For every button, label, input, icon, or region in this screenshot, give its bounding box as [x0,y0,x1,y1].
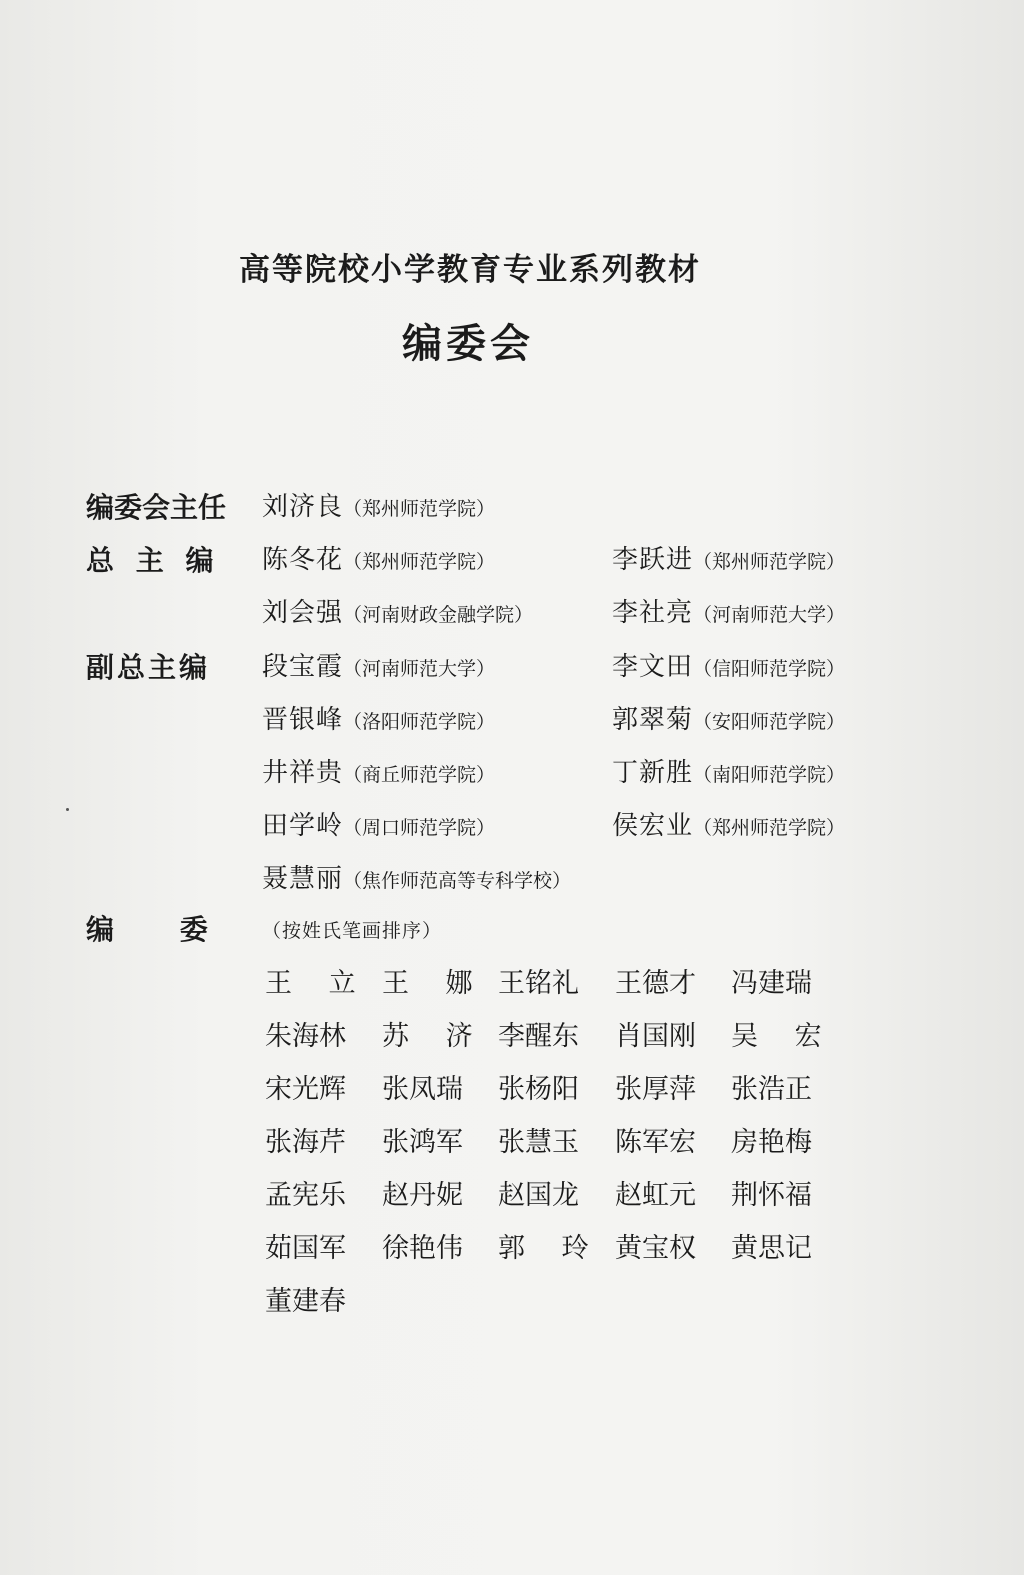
member-name: 吴 宏 [731,1021,836,1052]
role-director: 编委会主任 [86,491,227,524]
deputy-editor-entry [612,699,845,736]
deputy-editor-entry [262,858,571,895]
person-affiliation: （周口师范学院） [343,817,496,839]
member-name: 张鸿军 [382,1127,463,1158]
members-sort-note: （按姓氏笔画排序） [262,920,443,942]
person-affiliation: （河南财政金融学院） [343,604,534,626]
person-name: 井祥贵 [262,758,344,788]
member-name: 张浩正 [731,1074,812,1105]
person-affiliation: （商丘师范学院） [343,764,496,786]
person-affiliation: （郑州师范学院） [343,498,496,520]
deputy-editor-entry [612,805,845,842]
deputy-editor-entry [262,699,495,736]
chief-editor-entry [612,539,845,576]
member-name: 王德才 [615,968,696,999]
member-name: 徐艳伟 [382,1233,463,1264]
person-affiliation: （南阳师范学院） [693,764,846,786]
person-name: 李文田 [612,652,694,682]
member-name: 赵丹妮 [382,1180,463,1211]
member-name: 张凤瑞 [382,1074,463,1105]
series-title: 高等院校小学教育专业系列教材 [239,252,701,288]
person-name: 田学岭 [262,811,344,841]
member-name: 董建春 [265,1286,346,1317]
person-affiliation: （郑州师范学院） [693,551,846,573]
person-name: 李跃进 [612,545,694,575]
member-name: 房艳梅 [731,1127,812,1158]
person-name: 段宝霞 [262,652,344,682]
member-name: 孟宪乐 [265,1180,346,1211]
member-name: 荆怀福 [731,1180,812,1211]
member-name: 张杨阳 [498,1074,579,1105]
member-name: 朱海林 [265,1021,346,1052]
person-name: 聂慧丽 [262,864,344,894]
role-deputy-chief-editor: 副总主编 [86,651,211,684]
deputy-editor-entry [262,805,495,842]
member-name: 黄宝权 [615,1233,696,1264]
person-affiliation: （信阳师范学院） [693,658,846,680]
member-name: 郭 玲 [498,1233,603,1264]
deputy-editor-entry [612,752,845,789]
member-name: 黄思记 [731,1233,812,1264]
person-affiliation: （郑州师范学院） [343,551,496,573]
chief-editor-entry [262,539,495,576]
member-name: 李醒东 [498,1021,579,1052]
member-name: 王 娜 [382,968,487,999]
deputy-editor-entry [262,752,495,789]
person-name: 晋银峰 [262,705,344,735]
person-affiliation: （安阳师范学院） [693,711,846,733]
role-chief-editor: 总 主 编 [86,544,220,577]
member-name: 苏 济 [382,1021,487,1052]
member-name: 冯建瑞 [731,968,812,999]
person-name: 陈冬花 [262,545,344,575]
deputy-editor-entry [612,646,845,683]
deputy-editor-entry [262,646,495,683]
role-members: 编 委 [86,913,236,946]
person-name: 李社亮 [612,598,694,628]
person-affiliation: （郑州师范学院） [693,817,846,839]
person-affiliation: （河南师范大学） [343,658,496,680]
member-name: 王 立 [265,968,370,999]
member-name: 肖国刚 [615,1021,696,1052]
director-entry [262,486,495,523]
member-name: 茹国军 [265,1233,346,1264]
person-name: 郭翠菊 [612,705,694,735]
person-affiliation: （焦作师范高等专科学校） [343,870,572,892]
member-name: 赵虹元 [615,1180,696,1211]
member-name: 宋光辉 [265,1074,346,1105]
member-name: 陈军宏 [615,1127,696,1158]
member-name: 王铭礼 [498,968,579,999]
stray-dot [66,808,69,811]
person-name: 刘会强 [262,598,344,628]
member-name: 赵国龙 [498,1180,579,1211]
person-name: 侯宏业 [612,811,694,841]
person-affiliation: （河南师范大学） [693,604,846,626]
member-name: 张海芹 [265,1127,346,1158]
member-name: 张厚萍 [615,1074,696,1105]
person-name: 丁新胜 [612,758,694,788]
person-affiliation: （洛阳师范学院） [343,711,496,733]
person-name: 刘济良 [262,492,344,522]
chief-editor-entry [612,592,845,629]
chief-editor-entry [262,592,533,629]
committee-title: 编委会 [402,321,534,367]
member-name: 张慧玉 [498,1127,579,1158]
